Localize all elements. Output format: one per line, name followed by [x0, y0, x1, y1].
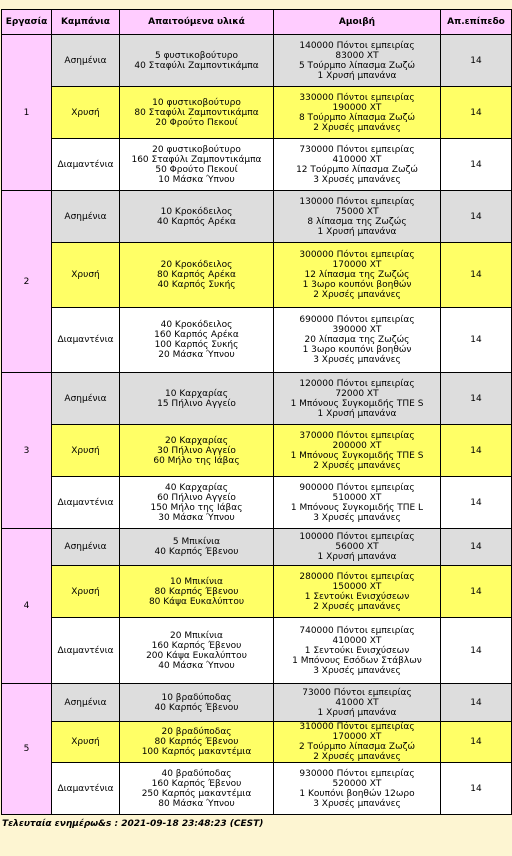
reward-cell-line: 3 Χρυσές μπανάνες	[313, 355, 401, 365]
materials-cell	[120, 87, 274, 139]
campaign-cell: Ασημένια	[52, 684, 120, 722]
table-row	[2, 35, 512, 87]
task-number-cell: 5	[2, 684, 52, 815]
campaign-cell: Χρυσή	[52, 87, 120, 139]
materials-cell-line: 40 Μάσκα Ύπνου	[158, 660, 235, 671]
table-row	[2, 243, 512, 308]
materials-cell	[120, 722, 274, 763]
materials-cell-line: 40 Καρπός Έβενου	[154, 547, 239, 557]
materials-cell	[120, 191, 274, 243]
materials-cell-line: 40 Καρπός Έβενου	[154, 702, 239, 713]
level-cell: 14	[441, 35, 512, 87]
materials-cell	[120, 566, 274, 618]
materials-cell-line: 60 Μήλο της Ιάβας	[153, 455, 240, 466]
materials-cell	[120, 243, 274, 308]
level-cell: 14	[441, 191, 512, 243]
materials-cell-line: 80 Κάψα Ευκαλύπτου	[148, 596, 245, 607]
reward-cell-line: 56000 ΧΤ	[335, 542, 379, 552]
reward-cell-line: 2 Χρυσές μπανάνες	[313, 122, 401, 133]
materials-cell-line: 80 Σταφύλι Ζαμποντικάμπα	[134, 107, 259, 118]
materials-cell-line: 80 Καρπός Έβενου	[154, 737, 239, 747]
reward-cell	[274, 425, 441, 477]
table-row	[2, 191, 512, 243]
reward-cell-line: 20 λίπασμα της Ζωζώς	[304, 335, 410, 345]
campaign-cell: Ασημένια	[52, 373, 120, 425]
materials-cell-line: 80 Καρπός Αρέκα	[157, 270, 236, 280]
materials-cell-line: 40 Σταφύλι Ζαμποντικάμπα	[134, 60, 259, 71]
campaign-cell: Διαμαντένια	[52, 308, 120, 373]
reward-cell-line: 410000 ΧΤ	[332, 154, 382, 165]
materials-cell-line: 40 Καρπός Αρέκα	[157, 216, 236, 227]
table-row	[2, 566, 512, 618]
reward-cell	[274, 87, 441, 139]
reward-cell-line: 300000 Πόντοι εμπειρίας	[299, 250, 415, 260]
reward-cell-line: 3 Χρυσές μπανάνες	[313, 512, 401, 523]
reward-cell-line: 520000 ΧΤ	[332, 778, 382, 789]
reward-cell-line: 5 Τούρμπο λίπασμα Ζωζώ	[298, 60, 416, 71]
materials-cell-line: 5 φυστικοβούτυρο	[154, 50, 238, 61]
reward-cell-line: 1 Μπόνους Συγκομιδής ΤΠΕ S	[290, 450, 424, 461]
reward-cell-line: 12 Τούρμπο λίπασμα Ζωζώ	[296, 164, 418, 175]
level-cell: 14	[441, 722, 512, 763]
materials-cell-line: 10 Καρχαρίας	[165, 388, 228, 399]
materials-cell-line: 50 Φρούτο Πεκουί	[155, 164, 238, 175]
reward-cell	[274, 243, 441, 308]
materials-cell-line: 20 Κροκόδειλος	[160, 260, 233, 270]
reward-cell-line: 1 Χρυσή μπανάνα	[317, 408, 397, 419]
reward-cell-line: 900000 Πόντοι εμπειρίας	[299, 482, 415, 493]
reward-cell	[274, 191, 441, 243]
reward-cell-line: 310000 Πόντοι εμπειρίας	[299, 722, 415, 732]
campaign-cell: Χρυσή	[52, 722, 120, 763]
materials-cell-line: 10 Μπικίνια	[170, 576, 223, 587]
reward-cell-line: 200000 ΧΤ	[332, 440, 382, 451]
materials-cell-line: 15 Πήλινο Αγγείο	[157, 398, 236, 409]
table-row	[2, 139, 512, 191]
reward-cell	[274, 373, 441, 425]
reward-cell-line: 1 3ωρο κουπόνι βοηθών	[302, 345, 412, 355]
materials-cell	[120, 477, 274, 529]
reward-cell-line: 1 Κουπόνι βοηθών 12ωρο	[299, 788, 415, 799]
task-number-cell: 3	[2, 373, 52, 529]
materials-cell-line: 40 Κροκόδειλος	[160, 320, 233, 330]
reward-cell-line: 1 Χρυσή μπανάνα	[317, 70, 397, 81]
materials-cell-line: 150 Μήλο της Ιάβας	[150, 502, 243, 513]
level-cell: 14	[441, 139, 512, 191]
task-number-cell: 1	[2, 35, 52, 191]
table-row	[2, 618, 512, 684]
table-row	[2, 477, 512, 529]
table-row	[2, 308, 512, 373]
reward-cell-line: 73000 Πόντοι εμπειρίας	[302, 687, 412, 698]
reward-cell	[274, 618, 441, 684]
level-cell: 14	[441, 243, 512, 308]
materials-cell-line: 10 βραδύποδας	[161, 692, 232, 703]
materials-cell-line: 40 Καρπός Συκής	[157, 280, 236, 290]
reward-cell-line: 1 Σεντούκι Ενισχύσεων	[304, 645, 410, 656]
reward-cell-line: 100000 Πόντοι εμπειρίας	[299, 532, 415, 542]
campaign-cell: Χρυσή	[52, 425, 120, 477]
header-campaign: Καμπάνια	[52, 10, 120, 35]
reward-cell-line: 75000 ΧΤ	[335, 206, 379, 217]
campaign-cell: Χρυσή	[52, 566, 120, 618]
last-updated: Τελευταία ενημέρω&s : 2021-09-18 23:48:23 (CEST)	[2, 819, 264, 829]
materials-cell	[120, 763, 274, 815]
reward-cell-line: 740000 Πόντοι εμπειρίας	[299, 625, 415, 636]
materials-cell-line: 10 Μάσκα Ύπνου	[158, 174, 235, 185]
reward-cell-line: 1 Μπόνους Συγκομιδής ΤΠΕ S	[290, 398, 424, 409]
materials-cell	[120, 35, 274, 87]
table-body	[2, 35, 512, 815]
materials-cell-line: 5 Μπικίνια	[172, 537, 221, 547]
campaign-cell: Διαμαντένια	[52, 139, 120, 191]
materials-cell-line: 10 φυστικοβούτυρο	[152, 97, 241, 108]
reward-cell-line: 2 Χρυσές μπανάνες	[313, 601, 401, 612]
materials-cell-line: 20 Μπικίνια	[170, 630, 223, 641]
materials-cell	[120, 425, 274, 477]
reward-cell-line: 930000 Πόντοι εμπειρίας	[299, 768, 415, 779]
level-cell: 14	[441, 684, 512, 722]
materials-cell-line: 40 Καρχαρίας	[165, 482, 228, 493]
reward-cell	[274, 308, 441, 373]
reward-cell-line: 12 λίπασμα της Ζωζώς	[304, 270, 410, 280]
level-cell: 14	[441, 618, 512, 684]
reward-cell-line: 1 3ωρο κουπόνι βοηθών	[302, 280, 412, 290]
reward-cell-line: 2 Χρυσές μπανάνες	[313, 460, 401, 471]
materials-cell-line: 160 Καρπός Αρέκα	[154, 330, 239, 340]
reward-cell-line: 2 Χρυσές μπανάνες	[313, 290, 401, 300]
reward-cell-line: 83000 ΧΤ	[335, 50, 379, 61]
campaign-cell: Ασημένια	[52, 191, 120, 243]
reward-cell-line: 8 Τούρμπο λίπασμα Ζωζώ	[298, 112, 416, 123]
reward-cell	[274, 477, 441, 529]
header-level: Απ.επίπεδο	[441, 10, 512, 35]
reward-cell-line: 1 Σεντούκι Ενισχύσεων	[304, 591, 410, 602]
reward-cell	[274, 763, 441, 815]
materials-cell	[120, 618, 274, 684]
reward-cell-line: 1 Μπόνους Συγκομιδής ΤΠΕ L	[290, 502, 424, 513]
reward-cell-line: 510000 ΧΤ	[332, 492, 382, 503]
reward-cell	[274, 35, 441, 87]
header-task: Εργασία	[2, 10, 52, 35]
campaign-cell: Διαμαντένια	[52, 618, 120, 684]
reward-cell	[274, 566, 441, 618]
campaign-cell: Διαμαντένια	[52, 477, 120, 529]
reward-cell-line: 280000 Πόντοι εμπειρίας	[299, 571, 415, 582]
reward-cell-line: 690000 Πόντοι εμπειρίας	[299, 315, 415, 325]
reward-cell-line: 8 λίπασμα της Ζωζώς	[307, 216, 407, 227]
materials-cell-line: 160 Καρπός Έβενου	[151, 778, 242, 789]
reward-cell-line: 3 Χρυσές μπανάνες	[313, 174, 401, 185]
materials-cell-line: 20 Καρχαρίας	[165, 435, 228, 446]
level-cell: 14	[441, 373, 512, 425]
task-number-cell: 2	[2, 191, 52, 373]
table-row	[2, 529, 512, 566]
materials-cell	[120, 139, 274, 191]
reward-cell-line: 3 Χρυσές μπανάνες	[313, 665, 401, 676]
campaign-cell: Ασημένια	[52, 35, 120, 87]
level-cell: 14	[441, 425, 512, 477]
materials-cell-line: 20 φυστικοβούτυρο	[152, 144, 241, 155]
reward-cell-line: 1 Χρυσή μπανάνα	[317, 226, 397, 237]
materials-cell-line: 160 Καρπός Έβενου	[151, 640, 242, 651]
task-number-cell: 4	[2, 529, 52, 684]
level-cell: 14	[441, 308, 512, 373]
materials-cell	[120, 373, 274, 425]
reward-cell-line: 370000 Πόντοι εμπειρίας	[299, 430, 415, 441]
level-cell: 14	[441, 87, 512, 139]
reward-cell	[274, 529, 441, 566]
materials-cell-line: 80 Καρπός Έβενου	[154, 586, 239, 597]
reward-cell-line: 1 Μπόνους Εσόδων Στάβλων	[292, 655, 422, 666]
table-row	[2, 425, 512, 477]
reward-cell-line: 730000 Πόντοι εμπειρίας	[299, 144, 415, 155]
rewards-table	[1, 9, 512, 815]
materials-cell-line: 160 Σταφύλι Ζαμποντικάμπα	[131, 154, 262, 165]
table-row	[2, 87, 512, 139]
table-row	[2, 373, 512, 425]
campaign-cell: Ασημένια	[52, 529, 120, 566]
reward-cell-line: 2 Τούρμπο λίπασμα Ζωζώ	[298, 742, 416, 752]
reward-cell-line: 410000 ΧΤ	[332, 635, 382, 646]
reward-cell-line: 72000 ΧΤ	[335, 388, 379, 399]
reward-cell-line: 130000 Πόντοι εμπειρίας	[299, 196, 415, 207]
header-row	[2, 10, 512, 35]
reward-cell	[274, 139, 441, 191]
reward-cell	[274, 684, 441, 722]
level-cell: 14	[441, 763, 512, 815]
materials-cell-line: 20 Μάσκα Ύπνου	[158, 350, 235, 360]
level-cell: 14	[441, 566, 512, 618]
materials-cell-line: 30 Πήλινο Αγγείο	[157, 445, 236, 456]
reward-cell-line: 1 Χρυσή μπανάνα	[317, 707, 397, 718]
reward-cell-line: 120000 Πόντοι εμπειρίας	[299, 378, 415, 389]
table-row	[2, 684, 512, 722]
reward-cell-line: 1 Χρυσή μπανάνα	[317, 552, 397, 562]
materials-cell-line: 80 Μάσκα Ύπνου	[158, 798, 235, 809]
materials-cell-line: 250 Καρπός μακαντέμια	[141, 788, 252, 799]
materials-cell-line: 40 βραδύποδας	[161, 768, 232, 779]
table-row	[2, 722, 512, 763]
materials-cell-line: 30 Μάσκα Ύπνου	[158, 512, 235, 523]
materials-cell	[120, 308, 274, 373]
reward-cell-line: 150000 ΧΤ	[332, 581, 382, 592]
materials-cell-line: 60 Πήλινο Αγγείο	[157, 492, 236, 503]
reward-cell-line: 170000 ΧΤ	[332, 260, 382, 270]
level-cell: 14	[441, 477, 512, 529]
materials-cell-line: 100 Καρπός μακαντέμια	[141, 747, 252, 757]
reward-cell-line: 3 Χρυσές μπανάνες	[313, 798, 401, 809]
reward-cell-line: 390000 ΧΤ	[332, 325, 382, 335]
reward-cell-line: 140000 Πόντοι εμπειρίας	[299, 40, 415, 51]
header-reward: Αμοιβή	[274, 10, 441, 35]
reward-cell-line: 330000 Πόντοι εμπειρίας	[299, 92, 415, 103]
materials-cell-line: 10 Κροκόδειλος	[160, 206, 233, 217]
reward-cell	[274, 722, 441, 763]
reward-cell-line: 41000 ΧΤ	[335, 697, 379, 708]
campaign-cell: Χρυσή	[52, 243, 120, 308]
materials-cell	[120, 529, 274, 566]
reward-cell-line: 2 Χρυσές μπανάνες	[313, 752, 401, 762]
table-row	[2, 763, 512, 815]
reward-cell-line: 190000 ΧΤ	[332, 102, 382, 113]
reward-cell-line: 170000 ΧΤ	[332, 732, 382, 742]
level-cell: 14	[441, 529, 512, 566]
header-materials: Απαιτούμενα υλικά	[120, 10, 274, 35]
campaign-cell: Διαμαντένια	[52, 763, 120, 815]
materials-cell-line: 20 Φρούτο Πεκουί	[155, 117, 238, 128]
materials-cell	[120, 684, 274, 722]
materials-cell-line: 200 Κάψα Ευκαλύπτου	[146, 650, 247, 661]
materials-cell-line: 100 Καρπός Συκής	[154, 340, 239, 350]
materials-cell-line: 20 βραδύποδας	[161, 727, 232, 737]
